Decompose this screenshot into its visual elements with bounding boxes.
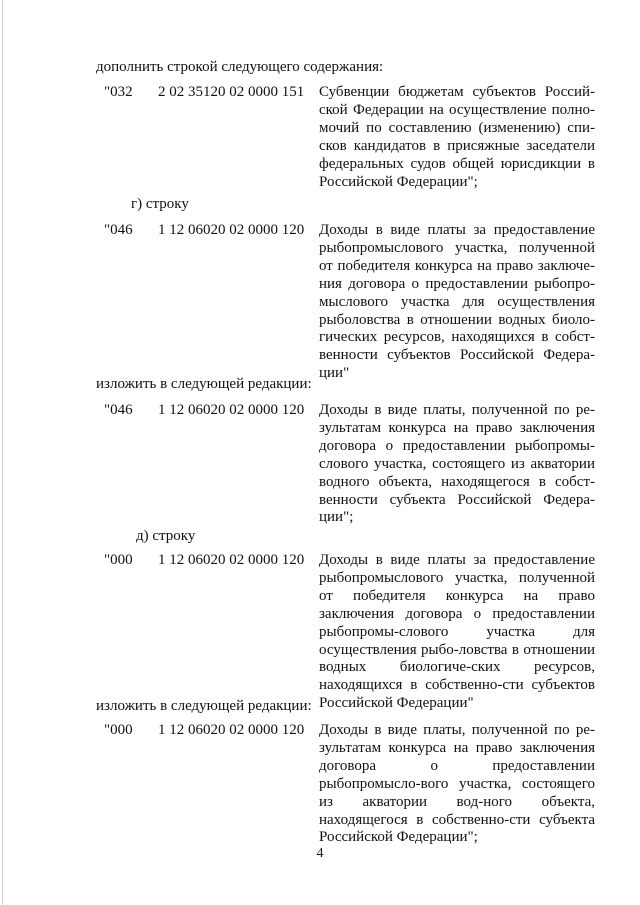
item-d-label: д) строку [136, 528, 196, 544]
entry-046-old-description: Доходы в виде платы за предоставление рыбопромыслового участка, полученной от победителя конкурса на право заключе-ния договора о предоставлении рыбопро-мыслового участка для осуществления рыболовства в отношении водных биоло-гических ресурсов, находящихся в собст-венности субъектов Российской Федера-ции" [319, 222, 595, 382]
entry-032-description: Субвенции бюджетам субъектов Россий-ской Федерации на осуществление полно-мочий по составлению (изменению) спи-сков кандидатов в присяжные заседатели федеральных судов общей юрисдикции в Российской Федерации"; [319, 84, 595, 190]
entry-000-new-kbk: 1 12 06020 02 0000 120 [158, 722, 305, 738]
edit-instruction-1: изложить в следующей редакции: [96, 376, 312, 392]
entry-046-new-kbk: 1 12 06020 02 0000 120 [158, 402, 305, 418]
intro-text: дополнить строкой следующего содержания: [96, 59, 384, 75]
entry-000-old-kbk: 1 12 06020 02 0000 120 [158, 552, 305, 568]
entry-046-old-code: "046 [104, 222, 133, 238]
entry-046-new-code: "046 [104, 402, 133, 418]
entry-000-old-description: Доходы в виде платы за предоставление рыбопромыслового участка, полученной от победителя конкурса на право заключения договора о предоставлении рыбопромы-слового участка для осуществления рыбо-ловства в отношении водных биологиче-ских ресурсов, находящихся в собственно-сти субъектов Российской Федерации" [319, 552, 595, 712]
edit-instruction-2: изложить в следующей редакции: [96, 698, 312, 714]
entry-000-new-description: Доходы в виде платы, полученной по ре-зультатам конкурса на право заключения договора о предоставлении рыбопромысло-вого участка, состоящего из акватории вод-ного объекта, находящегося в собственно-сти субъекта Российской Федерации"; [319, 722, 595, 846]
item-g-label: г) строку [131, 196, 189, 212]
entry-046-new-description: Доходы в виде платы, полученной по ре-зультатам конкурса на право заключения договора о предоставлении рыбопромы-слового участка, состоящего из акватории водного объекта, находящегося в собст-венности субъекта Российской Федера-ции"; [319, 402, 595, 526]
entry-032-code: "032 [104, 84, 133, 100]
entry-000-new-code: "000 [104, 722, 133, 738]
scan-edge-line [2, 0, 3, 905]
entry-046-old-kbk: 1 12 06020 02 0000 120 [158, 222, 305, 238]
entry-032-kbk: 2 02 35120 02 0000 151 [158, 84, 305, 100]
entry-000-old-code: "000 [104, 552, 133, 568]
page-number: 4 [316, 846, 324, 861]
